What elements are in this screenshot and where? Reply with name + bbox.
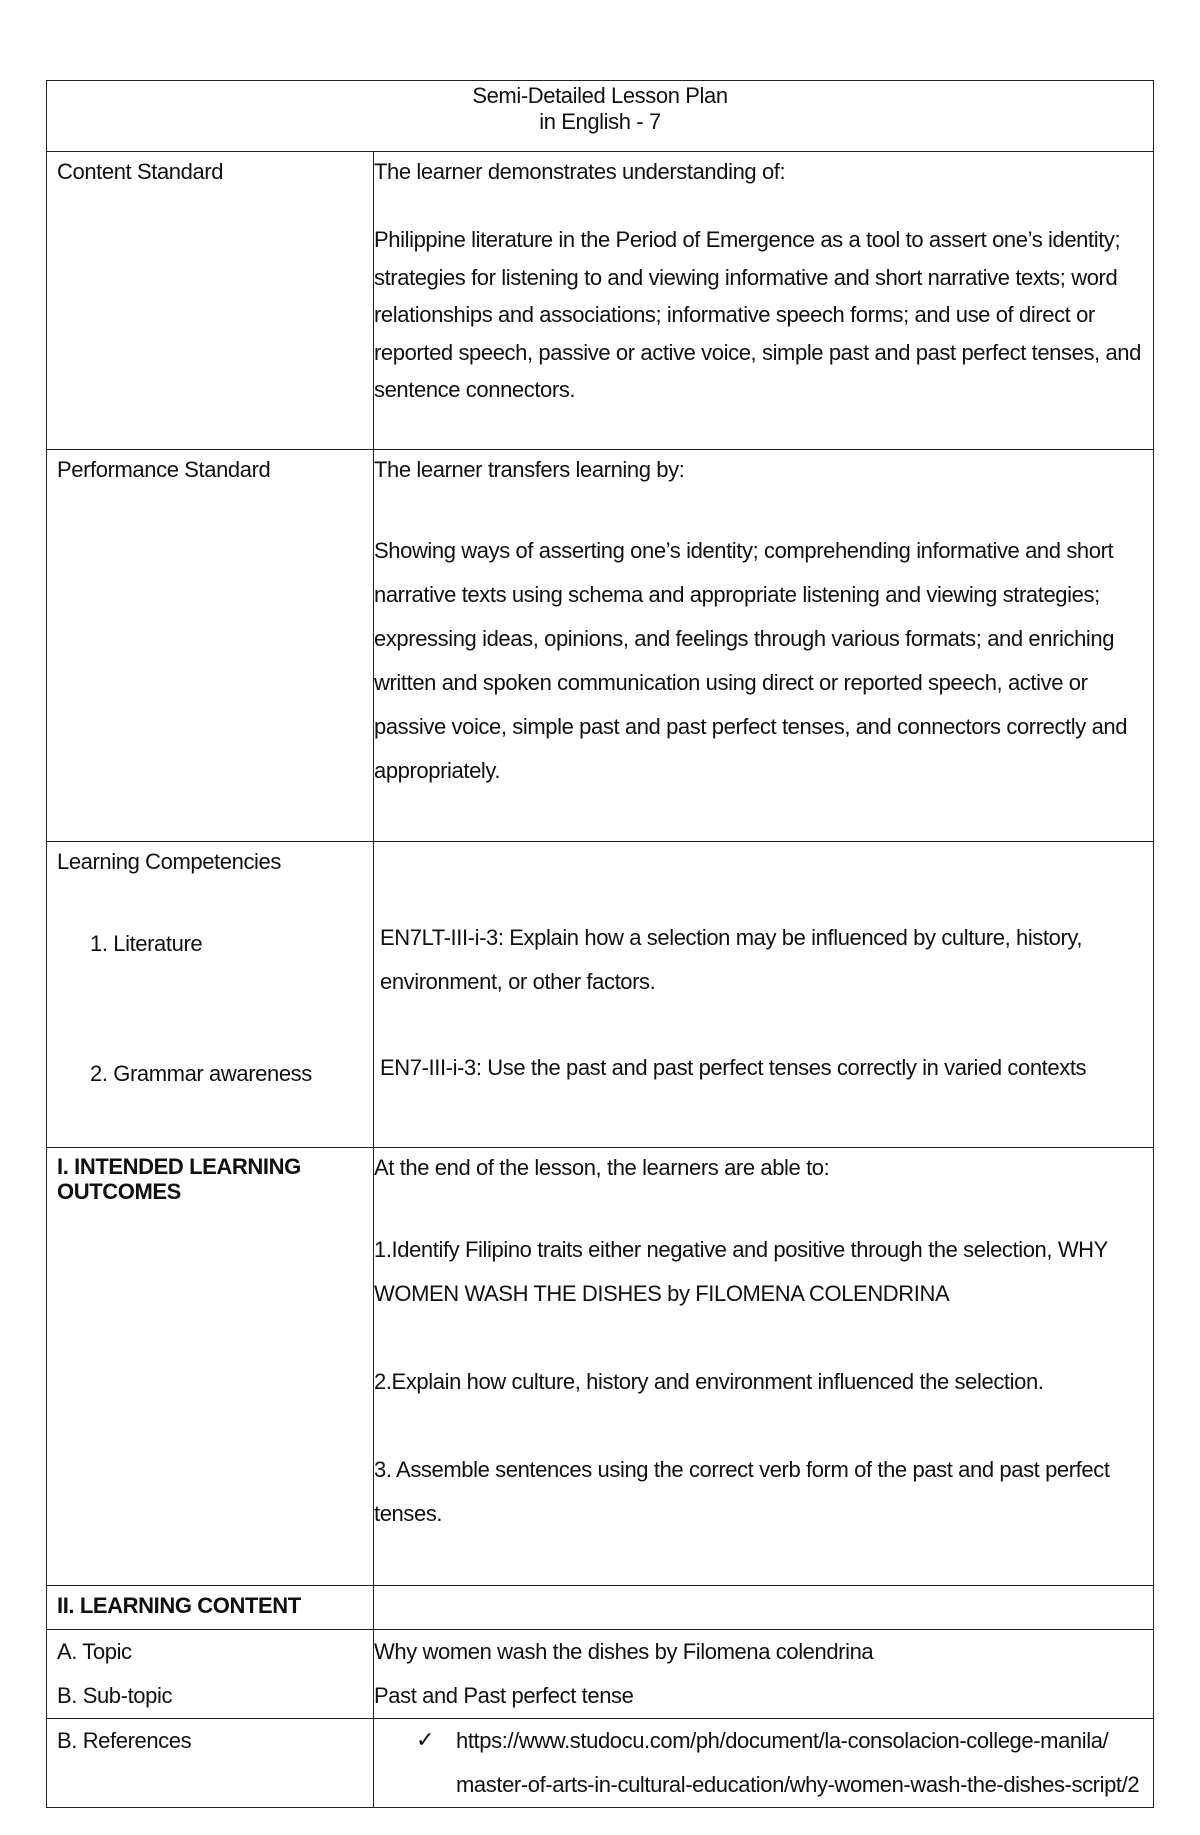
references-list bbox=[374, 1719, 1153, 1807]
learning-competencies-row bbox=[47, 842, 1154, 1148]
ilo-intro: At the end of the lesson, the learners are able to: bbox=[374, 1155, 830, 1180]
learning-competencies-value bbox=[374, 842, 1154, 1148]
subtopic-label: B. Sub-topic bbox=[57, 1683, 173, 1708]
document-title bbox=[47, 81, 1154, 152]
topic-label: A. Topic bbox=[57, 1639, 132, 1664]
topic-labels bbox=[47, 1630, 374, 1719]
references-row bbox=[47, 1719, 1154, 1808]
checkmark-icon: ✓ bbox=[416, 1728, 435, 1753]
topic-value: Why women wash the dishes by Filomena colendrina bbox=[374, 1639, 874, 1664]
topic-row bbox=[47, 1630, 1154, 1719]
content-standard-label: Content Standard bbox=[47, 152, 374, 450]
ilo-item-2: 2.Explain how culture, history and environment influenced the selection. bbox=[374, 1369, 1044, 1394]
intended-learning-outcomes-value bbox=[374, 1148, 1154, 1586]
title-line-2: in English - 7 bbox=[539, 109, 661, 134]
performance-standard-label: Performance Standard bbox=[47, 450, 374, 842]
reference-link-line-2[interactable]: master-of-arts-in-cultural-education/why-women-wash-the-dishes-script/2 bbox=[456, 1772, 1140, 1797]
learning-competencies-label-cell bbox=[47, 842, 374, 1148]
learning-content-empty bbox=[374, 1586, 1154, 1630]
performance-standard-row bbox=[47, 450, 1154, 842]
subtopic-value: Past and Past perfect tense bbox=[374, 1683, 634, 1708]
learning-competencies-label: Learning Competencies bbox=[57, 849, 281, 874]
intended-learning-outcomes-label bbox=[47, 1148, 374, 1586]
competency-label-literature: 1. Literature bbox=[90, 931, 203, 956]
references-label: B. References bbox=[47, 1719, 374, 1808]
reference-link-line-1[interactable]: https://www.studocu.com/ph/document/la-consolacion-college-manila/ bbox=[456, 1728, 1109, 1753]
performance-standard-body: Showing ways of asserting one’s identity; comprehending informative and short narrative texts using schema and appropriate listening and viewing strategies; expressing ideas, opinions, and feelings through various formats; and enriching written and spoken communication using direct or reported speech, active or passive voice, simple past and past perfect tenses, and connectors correctly and appropriately. bbox=[374, 538, 1128, 783]
intended-learning-outcomes-row bbox=[47, 1148, 1154, 1586]
competency-grammar: EN7-III-i-3: Use the past and past perfect tenses correctly in varied contexts bbox=[380, 1055, 1087, 1080]
ilo-label-line-1: I. INTENDED LEARNING bbox=[57, 1154, 301, 1179]
performance-standard-intro: The learner transfers learning by: bbox=[374, 457, 685, 482]
references-value bbox=[374, 1719, 1154, 1808]
content-standard-intro: The learner demonstrates understanding of: bbox=[374, 159, 786, 184]
topic-values bbox=[374, 1630, 1154, 1719]
content-standard-body: Philippine literature in the Period of Emergence as a tool to assert one’s identity; strategies for listening to and viewing informative and short narrative texts; word relationships and associations; informative speech forms; and use of direct or reported speech, passive or active voice, simple past and past perfect tenses, and sentence connectors. bbox=[374, 227, 1141, 402]
content-standard-row bbox=[47, 152, 1154, 450]
title-line-1: Semi-Detailed Lesson Plan bbox=[472, 83, 728, 108]
lesson-plan-table bbox=[46, 80, 1154, 1808]
content-standard-value bbox=[374, 152, 1154, 450]
ilo-item-1: 1.Identify Filipino traits either negative and positive through the selection, WHY WOMEN WASH THE DISHES by FILOMENA COLENDRINA bbox=[374, 1237, 1108, 1306]
competency-label-grammar: 2. Grammar awareness bbox=[90, 1061, 312, 1086]
learning-content-row bbox=[47, 1586, 1154, 1630]
ilo-item-3: 3. Assemble sentences using the correct verb form of the past and past perfect tenses. bbox=[374, 1457, 1110, 1526]
learning-content-label: II. LEARNING CONTENT bbox=[47, 1586, 374, 1630]
title-row bbox=[47, 81, 1154, 152]
competency-literature: EN7LT-III-i-3: Explain how a selection may be influenced by culture, history, environment, or other factors. bbox=[380, 925, 1083, 994]
performance-standard-value bbox=[374, 450, 1154, 842]
ilo-label-line-2: OUTCOMES bbox=[57, 1179, 181, 1204]
